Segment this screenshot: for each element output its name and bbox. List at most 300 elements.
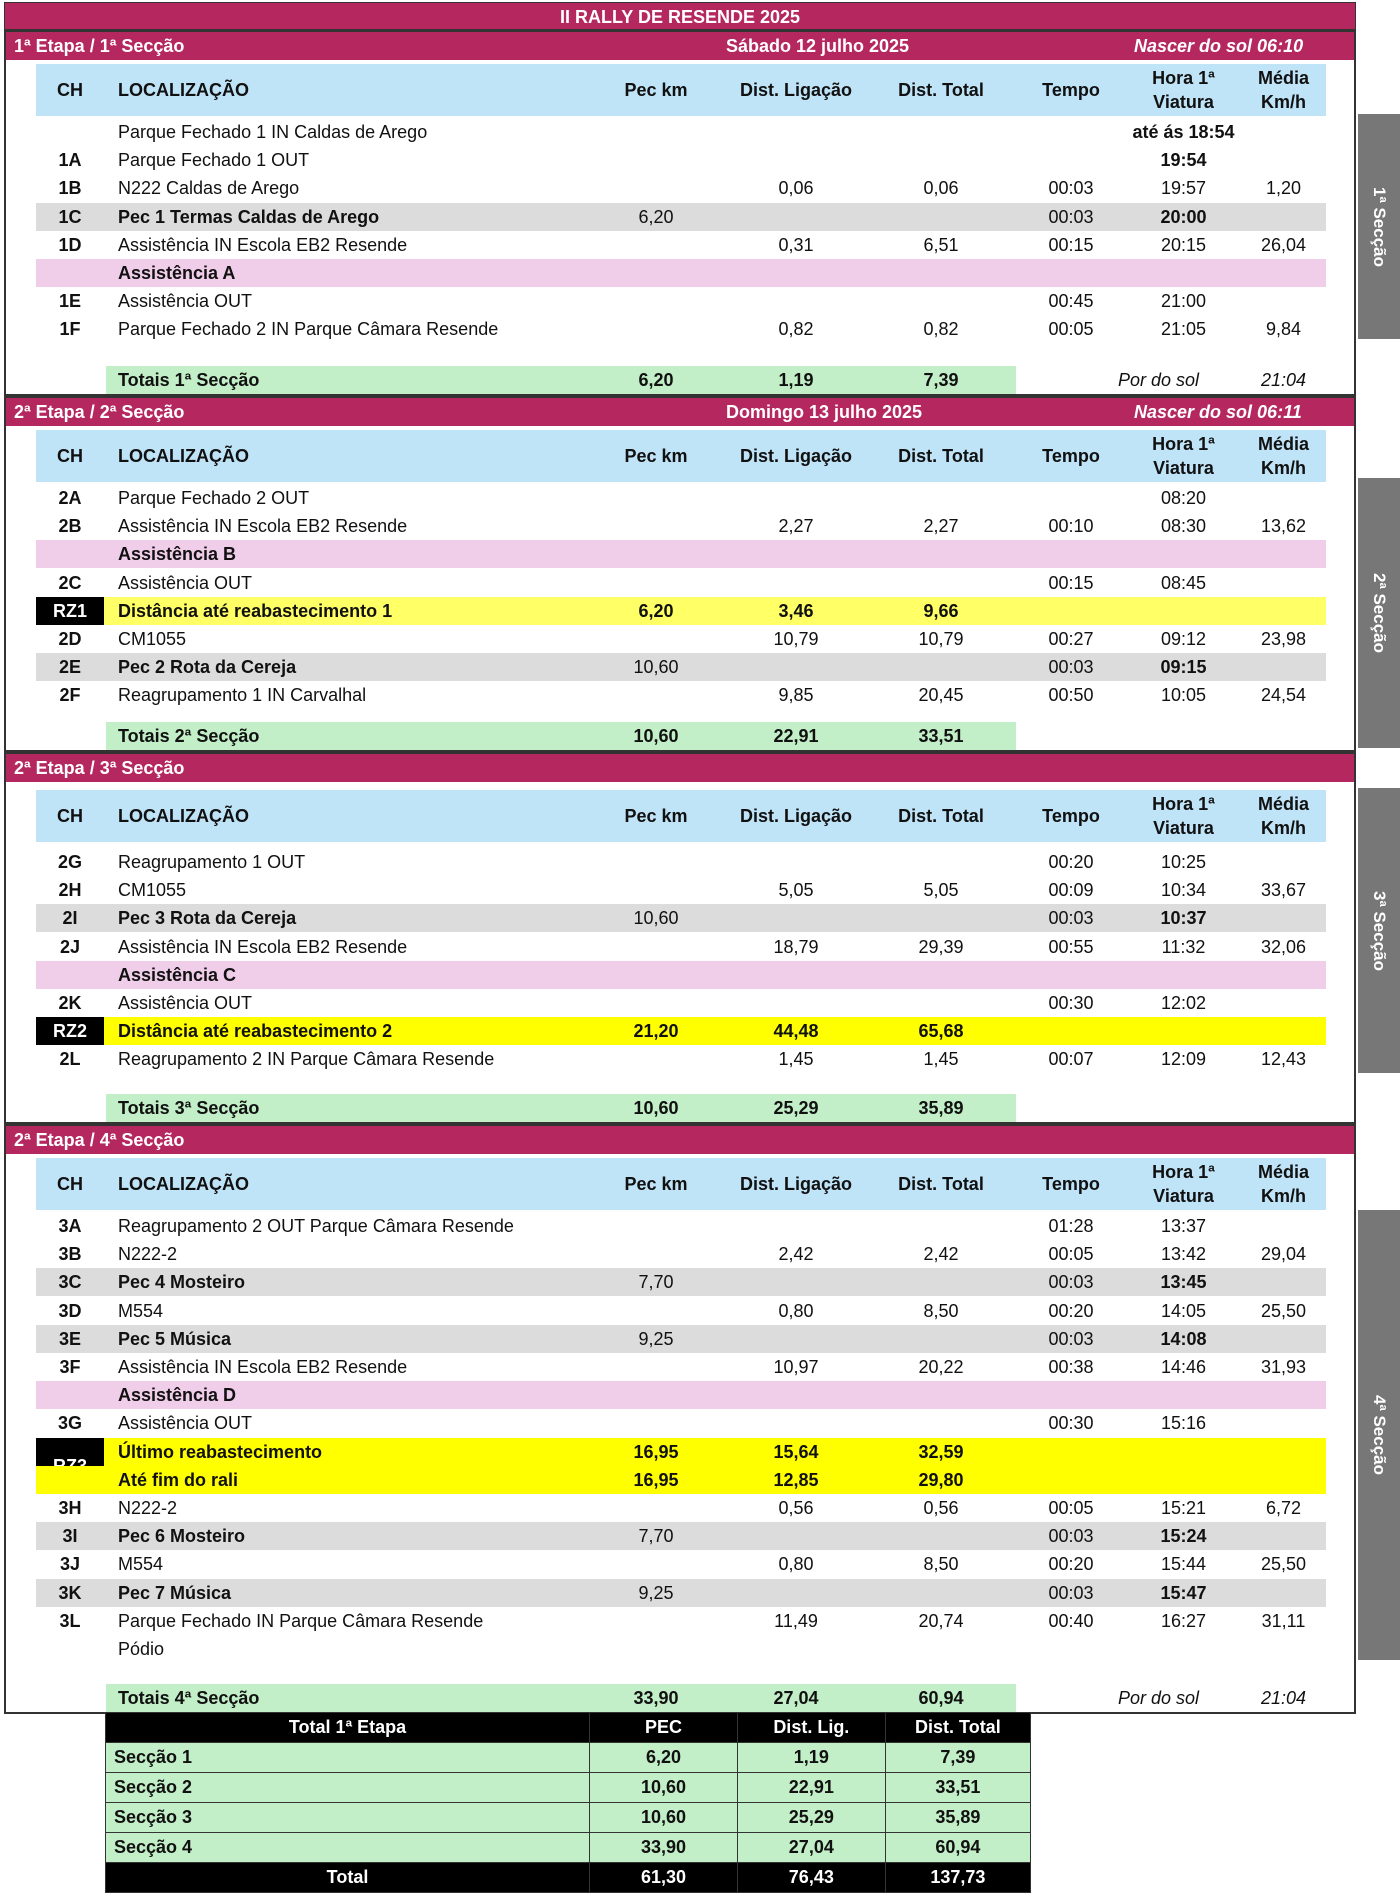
summary-cell: Total 1ª Etapa (106, 1713, 590, 1743)
cell-hora: 12:02 (1160, 993, 1207, 1013)
column-header-tot: Dist. Total (898, 1174, 984, 1194)
cell-tmp: 00:30 (1048, 993, 1094, 1013)
table-row (36, 1409, 1326, 1437)
table-row (36, 1381, 1326, 1409)
cell-tmp: 00:20 (1048, 1300, 1094, 1321)
summary-cell: Secção 2 (106, 1773, 590, 1803)
summary-row (106, 1803, 1031, 1833)
summary-header-row (106, 1713, 1031, 1743)
section-4 (4, 1124, 1356, 1714)
cell-tmp: 00:03 (1048, 657, 1094, 678)
cell-tmp: 00:09 (1048, 880, 1094, 901)
cell-loc: CM1055 (118, 629, 187, 649)
cell-ch: 2J (59, 936, 81, 957)
cell-hora: 10:25 (1160, 852, 1207, 872)
cell-hora: 13:42 (1160, 1244, 1207, 1265)
cell-loc: Assistência OUT (118, 993, 253, 1013)
cell-pec: 21,20 (633, 1021, 679, 1042)
cell-lig: 0,56 (778, 1498, 814, 1518)
cell-tmp: 00:03 (1048, 1272, 1094, 1293)
table-row (36, 876, 1326, 904)
cell-tmp: 00:30 (1048, 1413, 1094, 1434)
cell-lig: 3,46 (778, 600, 814, 621)
cell-loc: Assistência OUT (118, 572, 253, 593)
cell-ch: 3E (58, 1328, 82, 1349)
cell-med: 31,93 (1260, 1357, 1307, 1377)
summary-cell: Dist. Lig. (737, 1713, 885, 1743)
cell-ch: 3G (57, 1413, 82, 1434)
section-2 (4, 396, 1356, 752)
cell-tmp: 00:03 (1048, 1582, 1094, 1603)
table-row (36, 933, 1326, 961)
table-row (36, 1017, 1326, 1045)
cell-pec: 6,20 (638, 600, 674, 621)
cell-tmp: 00:10 (1048, 516, 1094, 537)
totals-tot: 35,89 (918, 1098, 964, 1118)
column-header-med: Média Km/h (1257, 1162, 1309, 1206)
totals-tot: 7,39 (923, 370, 959, 390)
summary-total-row (106, 1863, 1031, 1893)
column-header-pec: Pec km (624, 806, 688, 826)
cell-tmp: 00:03 (1048, 1526, 1094, 1547)
cell-tot: 20,45 (918, 685, 964, 706)
cell-pec: 7,70 (638, 1526, 674, 1547)
side-tab-section-3 (1358, 788, 1400, 1073)
cell-hora: 09:15 (1160, 657, 1207, 678)
cell-loc: Assistência IN Escola EB2 Resende (118, 1357, 408, 1377)
table-row (36, 146, 1326, 174)
column-headers (36, 1158, 1326, 1210)
cell-med: 1,20 (1265, 178, 1302, 199)
cell-tot: 0,06 (923, 178, 959, 199)
cell-hora: 19:57 (1160, 178, 1207, 199)
column-header-hora: Hora 1ª Viatura (1152, 794, 1215, 838)
cell-tmp: 00:15 (1048, 234, 1094, 255)
cell-tot: 0,56 (923, 1498, 959, 1518)
summary-cell: 1,19 (737, 1743, 885, 1773)
side-tab-label: 3ª Secção (1370, 890, 1389, 971)
cell-lig: 9,85 (778, 685, 814, 706)
cell-loc: CM1055 (118, 880, 187, 901)
cell-loc: Pec 6 Mosteiro (118, 1526, 246, 1547)
cell-tmp: 00:40 (1048, 1610, 1094, 1631)
table-row (36, 1240, 1326, 1268)
column-header-tmp: Tempo (1042, 806, 1100, 826)
cell-pec: 6,20 (638, 206, 674, 227)
table-row (36, 1579, 1326, 1607)
section-header (6, 1126, 1354, 1154)
table-row (36, 1607, 1326, 1635)
column-header-tot: Dist. Total (898, 806, 984, 826)
column-header-med: Média Km/h (1257, 794, 1309, 838)
cell-loc: M554 (118, 1300, 164, 1321)
cell-loc: Assistência D (118, 1385, 237, 1406)
cell-tmp: 00:03 (1048, 206, 1094, 227)
table-row (36, 174, 1326, 202)
cell-tmp: 00:20 (1048, 852, 1094, 872)
table-row (36, 625, 1326, 653)
cell-hora: 08:30 (1160, 516, 1207, 537)
summary-cell: 33,90 (590, 1833, 738, 1863)
totals-label: Totais 1ª Secção (118, 370, 260, 390)
summary-cell: 60,94 (885, 1833, 1030, 1863)
section-totals (36, 722, 1326, 750)
cell-tmp: 00:05 (1048, 319, 1094, 340)
totals-lig: 25,29 (773, 1098, 819, 1118)
table-row (36, 1297, 1326, 1325)
totals-tot: 60,94 (918, 1688, 964, 1708)
cell-loc: Pec 3 Rota da Cereja (118, 908, 297, 929)
cell-hora: 15:21 (1160, 1498, 1207, 1518)
cell-lig: 2,27 (778, 516, 814, 537)
table-row (36, 1268, 1326, 1296)
summary-cell: 7,39 (885, 1743, 1030, 1773)
section-1 (4, 30, 1356, 396)
summary-cell: Secção 4 (106, 1833, 590, 1863)
column-header-med: Média Km/h (1257, 434, 1309, 478)
column-header-ch: CH (57, 80, 83, 100)
column-header-lig: Dist. Ligação (739, 1174, 853, 1194)
summary-cell: 10,60 (590, 1803, 738, 1833)
cell-hora: 15:24 (1160, 1526, 1207, 1547)
summary-cell: 137,73 (885, 1863, 1030, 1893)
cell-hora: 12:09 (1160, 1049, 1207, 1070)
cell-loc: Assistência C (118, 964, 237, 985)
sunset-time: 21:04 (1260, 370, 1307, 390)
cell-ch: 3K (58, 1582, 82, 1603)
cell-lig: 0,80 (778, 1300, 814, 1321)
cell-tmp: 00:15 (1048, 572, 1094, 593)
cell-tot: 5,05 (923, 880, 959, 901)
cell-hora: 10:37 (1160, 908, 1207, 929)
totals-pec: 33,90 (633, 1688, 679, 1708)
cell-tot: 20,74 (918, 1610, 964, 1631)
cell-tot: 10,79 (918, 629, 964, 649)
cell-loc: Reagrupamento 1 OUT (118, 852, 306, 872)
cell-hora: 14:08 (1160, 1328, 1207, 1349)
cell-ch: 2L (59, 1049, 81, 1070)
cell-ch: 3C (58, 1272, 82, 1293)
cell-tot: 9,66 (923, 600, 959, 621)
totals-lig: 22,91 (773, 726, 819, 746)
column-header-tmp: Tempo (1042, 80, 1100, 100)
cell-pec: 9,25 (638, 1582, 674, 1603)
cell-ch: 2K (58, 993, 82, 1013)
table-row (36, 904, 1326, 932)
cell-tot: 29,39 (918, 936, 964, 957)
cell-loc: Pódio (118, 1639, 165, 1659)
totals-tot: 33,51 (918, 726, 964, 746)
summary-cell: 10,60 (590, 1773, 738, 1803)
cell-med: 6,72 (1265, 1498, 1302, 1518)
cell-med: 23,98 (1260, 629, 1307, 649)
totals-label: Totais 3ª Secção (118, 1098, 260, 1118)
table-row (36, 231, 1326, 259)
cell-tmp: 00:05 (1048, 1498, 1094, 1518)
section-header-left: 2ª Etapa / 2ª Secção (14, 402, 185, 422)
cell-lig: 1,45 (778, 1049, 814, 1070)
summary-cell: 25,29 (737, 1803, 885, 1833)
cell-loc: Até fim do rali (118, 1469, 239, 1490)
cell-loc: Assistência IN Escola EB2 Resende (118, 516, 408, 537)
cell-hora: 20:15 (1160, 234, 1207, 255)
cell-hora: 10:34 (1160, 880, 1207, 901)
cell-loc: Assistência B (118, 544, 237, 565)
cell-loc: N222-2 (118, 1244, 178, 1265)
column-header-loc: LOCALIZAÇÃO (118, 1174, 249, 1194)
cell-tot: 0,82 (923, 319, 959, 340)
cell-hora: 14:05 (1160, 1300, 1207, 1321)
cell-loc: Assistência IN Escola EB2 Resende (118, 234, 408, 255)
section-header (6, 398, 1354, 426)
cell-med: 26,04 (1260, 234, 1307, 255)
cell-pec: 10,60 (633, 908, 679, 929)
side-tab-section-1 (1358, 114, 1400, 339)
cell-ch: 3H (58, 1498, 82, 1518)
cell-med: 29,04 (1260, 1244, 1307, 1265)
cell-hora: 21:00 (1160, 291, 1207, 312)
cell-lig: 11,49 (774, 1610, 818, 1631)
section-3 (4, 752, 1356, 1124)
cell-ch: 3A (58, 1216, 82, 1236)
cell-tot: 32,59 (918, 1441, 964, 1462)
table-row (36, 1494, 1326, 1522)
cell-loc: Parque Fechado 2 OUT (118, 488, 310, 508)
cell-ch: 2G (57, 852, 82, 872)
cell-loc: Parque Fechado 1 IN Caldas de Arego (118, 122, 428, 142)
cell-hora: 15:16 (1160, 1413, 1207, 1434)
cell-hora: até ás 18:54 (1132, 122, 1235, 142)
cell-tot: 2,42 (923, 1244, 959, 1265)
table-row (36, 1466, 1326, 1494)
cell-ch: 1F (59, 319, 81, 340)
summary-cell: 61,30 (590, 1863, 738, 1893)
cell-tot: 20,22 (918, 1357, 964, 1377)
cell-tmp: 00:50 (1048, 685, 1094, 706)
table-row (36, 315, 1326, 343)
table-row (36, 1325, 1326, 1353)
cell-lig: 5,05 (778, 880, 814, 901)
cell-tmp: 00:03 (1048, 1328, 1094, 1349)
column-header-lig: Dist. Ligação (739, 80, 853, 100)
section-header-left: 2ª Etapa / 4ª Secção (14, 1130, 185, 1150)
table-row (36, 1635, 1326, 1663)
column-header-med: Média Km/h (1257, 68, 1309, 112)
section-header-left: 2ª Etapa / 3ª Secção (14, 758, 185, 778)
cell-loc: Último reabastecimento (118, 1441, 323, 1462)
column-headers (36, 64, 1326, 116)
summary-cell: Secção 1 (106, 1743, 590, 1773)
cell-ch: 2E (58, 657, 82, 678)
cell-loc: Assistência OUT (118, 1413, 253, 1434)
table-row (36, 512, 1326, 540)
cell-ch: 3D (58, 1300, 82, 1321)
cell-tmp: 00:07 (1048, 1049, 1094, 1070)
column-header-hora: Hora 1ª Viatura (1152, 434, 1215, 478)
section-header (6, 32, 1354, 60)
cell-ch: 3F (59, 1357, 81, 1377)
cell-tot: 8,50 (923, 1554, 959, 1575)
totals-label: Totais 2ª Secção (118, 726, 260, 746)
cell-hora: 09:12 (1160, 629, 1207, 649)
cell-loc: Assistência IN Escola EB2 Resende (118, 936, 408, 957)
cell-hora: 16:27 (1160, 1610, 1207, 1631)
cell-lig: 10,97 (773, 1357, 819, 1377)
cell-ch: 1C (58, 206, 82, 227)
table-row (36, 653, 1326, 681)
cell-lig: 0,06 (778, 178, 814, 199)
totals-pec: 10,60 (633, 1098, 679, 1118)
cell-hora: 13:45 (1160, 1272, 1207, 1293)
cell-ch: 2B (58, 516, 82, 537)
cell-hora: 20:00 (1160, 206, 1207, 227)
table-row (36, 569, 1326, 597)
column-header-tmp: Tempo (1042, 446, 1100, 466)
cell-med: 33,67 (1260, 880, 1307, 901)
cell-hora: 10:05 (1160, 685, 1207, 706)
section-header-center: Domingo 13 julho 2025 (726, 402, 923, 422)
cell-ch: RZ2 (36, 1017, 104, 1045)
cell-lig: 0,82 (778, 319, 814, 340)
cell-loc: Pec 7 Música (118, 1582, 232, 1603)
cell-hora: 11:32 (1161, 936, 1206, 957)
cell-loc: N222 Caldas de Arego (118, 178, 300, 199)
sunset-label: Por do sol (1117, 370, 1200, 390)
cell-ch: 3L (59, 1610, 81, 1631)
cell-ch: 2D (58, 629, 82, 649)
column-header-loc: LOCALIZAÇÃO (118, 80, 249, 100)
cell-med: 25,50 (1260, 1554, 1307, 1575)
cell-med: 13,62 (1260, 516, 1307, 537)
cell-hora: 15:44 (1160, 1554, 1207, 1575)
column-header-lig: Dist. Ligação (739, 446, 853, 466)
table-row (36, 540, 1326, 568)
cell-med: 32,06 (1260, 936, 1307, 957)
totals-pec: 6,20 (638, 370, 674, 390)
cell-ch: 1A (58, 150, 82, 171)
summary-row (106, 1833, 1031, 1863)
cell-lig: 12,85 (773, 1469, 819, 1490)
cell-hora: 19:54 (1160, 150, 1207, 171)
cell-loc: Pec 1 Termas Caldas de Arego (118, 206, 380, 227)
column-header-tot: Dist. Total (898, 446, 984, 466)
cell-loc: M554 (118, 1554, 164, 1575)
section-totals (36, 366, 1326, 394)
table-row (36, 1438, 1326, 1466)
cell-lig: 2,42 (778, 1244, 814, 1265)
cell-loc: Assistência OUT (118, 291, 253, 312)
summary-cell: Dist. Total (885, 1713, 1030, 1743)
table-row (36, 203, 1326, 231)
page-title: II RALLY DE RESENDE 2025 (4, 2, 1356, 30)
cell-loc: Distância até reabastecimento 2 (118, 1021, 393, 1042)
cell-loc: Reagrupamento 2 OUT Parque Câmara Resende (118, 1216, 514, 1236)
cell-loc: Reagrupamento 1 IN Carvalhal (118, 685, 367, 706)
cell-ch: 2H (58, 880, 82, 901)
cell-tmp: 00:45 (1048, 291, 1094, 312)
section-header-right: Nascer do sol 06:11 (1134, 402, 1302, 422)
cell-ch: 1D (58, 234, 82, 255)
cell-tmp: 00:20 (1048, 1554, 1094, 1575)
cell-lig: 44,48 (773, 1021, 819, 1042)
table-row (36, 259, 1326, 287)
cell-med: 24,54 (1260, 685, 1307, 706)
cell-pec: 7,70 (638, 1272, 674, 1293)
side-tab-section-2 (1358, 478, 1400, 748)
cell-ch: 2A (58, 488, 82, 508)
cell-loc: Pec 4 Mosteiro (118, 1272, 246, 1293)
side-tab-section-4 (1358, 1210, 1400, 1660)
table-row (36, 118, 1326, 146)
cell-lig: 10,79 (773, 629, 819, 649)
summary-cell: 27,04 (737, 1833, 885, 1863)
cell-ch: 3J (59, 1554, 81, 1575)
table-row (36, 1550, 1326, 1578)
cell-pec: 9,25 (638, 1328, 674, 1349)
cell-med: 9,84 (1265, 319, 1302, 340)
cell-tot: 8,50 (923, 1300, 959, 1321)
column-headers (36, 790, 1326, 842)
section-header-center: Sábado 12 julho 2025 (726, 36, 910, 56)
column-header-ch: CH (57, 1174, 83, 1194)
side-tab-label: 2ª Secção (1370, 572, 1389, 654)
cell-ch: 1E (58, 291, 82, 312)
summary-table (105, 1712, 1031, 1893)
cell-pec: 10,60 (633, 657, 679, 678)
section-header-left: 1ª Etapa / 1ª Secção (14, 36, 185, 56)
sunset-time: 21:04 (1260, 1688, 1307, 1708)
summary-cell: 6,20 (590, 1743, 738, 1773)
summary-cell: 22,91 (737, 1773, 885, 1803)
column-header-loc: LOCALIZAÇÃO (118, 446, 249, 466)
cell-tot: 6,51 (923, 234, 959, 255)
cell-loc: N222-2 (118, 1498, 178, 1518)
side-tab-label: 1ª Secção (1370, 186, 1389, 267)
cell-loc: Parque Fechado IN Parque Câmara Resende (118, 1610, 484, 1631)
cell-tmp: 01:28 (1048, 1216, 1094, 1236)
summary-cell: 33,51 (885, 1773, 1030, 1803)
table-row (36, 1212, 1326, 1240)
side-tab-label: 4ª Secção (1370, 1394, 1389, 1476)
cell-tot: 29,80 (918, 1469, 964, 1490)
column-header-pec: Pec km (624, 446, 688, 466)
table-row (36, 484, 1326, 512)
column-headers (36, 430, 1326, 482)
cell-tmp: 00:03 (1048, 178, 1094, 199)
cell-hora: 21:05 (1160, 319, 1207, 340)
cell-tot: 2,27 (923, 516, 959, 537)
cell-tot: 1,45 (923, 1049, 959, 1070)
summary-cell: PEC (590, 1713, 738, 1743)
table-row (36, 681, 1326, 709)
cell-tmp: 00:27 (1048, 629, 1094, 649)
cell-pec: 16,95 (633, 1441, 679, 1462)
section-header (6, 754, 1354, 782)
totals-lig: 27,04 (773, 1688, 819, 1708)
column-header-lig: Dist. Ligação (739, 806, 853, 826)
table-row (36, 1353, 1326, 1381)
cell-loc: Reagrupamento 2 IN Parque Câmara Resende (118, 1049, 495, 1070)
cell-lig: 0,80 (778, 1554, 814, 1575)
cell-loc: Pec 2 Rota da Cereja (118, 657, 297, 678)
cell-loc: Parque Fechado 2 IN Parque Câmara Resende (118, 319, 499, 340)
column-header-tot: Dist. Total (898, 80, 984, 100)
cell-loc: Distância até reabastecimento 1 (118, 600, 393, 621)
column-header-pec: Pec km (624, 1174, 688, 1194)
cell-tmp: 00:38 (1048, 1357, 1094, 1377)
column-header-ch: CH (57, 806, 83, 826)
cell-ch: RZ1 (36, 597, 104, 625)
